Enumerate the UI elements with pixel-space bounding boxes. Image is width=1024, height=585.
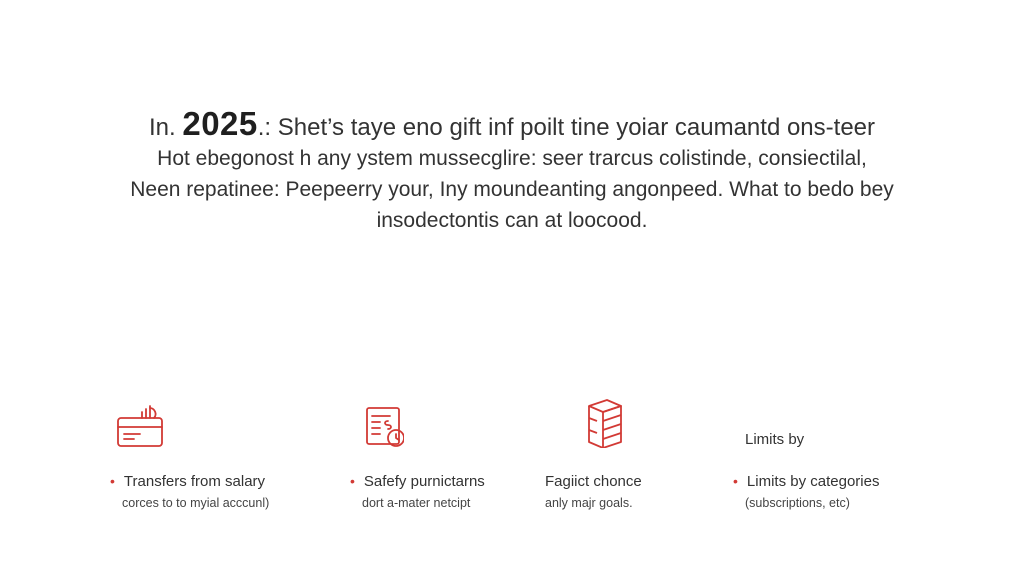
feature-subtitle: (subscriptions, etc) [745,496,850,510]
feature-title [733,473,879,490]
feature-salary-transfers [110,398,350,510]
feature-subtitle: dort a-mater netcipt [362,496,471,510]
feature-title-text: Transfers from salary [123,473,266,490]
feature-title [350,473,485,490]
intro-prefix: In. [148,114,176,141]
feature-subtitle: corces to to myial acccunl) [122,496,270,510]
intro-line-1 [0,105,1024,143]
intro-paragraph [0,105,1024,236]
bullet-icon: • [350,473,355,489]
intro-line-1-rest: .: Shet’s taye eno gift inf poilt tine yoiar caumantd ons-teer [257,114,876,141]
intro-year: 2025 [182,105,258,142]
intro-line-2: Hot ebegonost h any ystem mussecglire: seer trarcus colistinde, consiectilal, [157,147,867,170]
stacked-boxes-icon [581,398,635,448]
document-clock-icon [350,398,404,448]
feature-subtitle: anly majr goals. [545,496,633,510]
feature-title-text: Limits by categories [746,473,880,490]
feature-title [110,473,265,490]
credit-card-icon [110,398,164,448]
intro-line-3: Neen repatinee: Peepeerry your, Iny moundeanting angonpeed. What to bedo bey [130,178,894,201]
feature-heading: Limits by [745,431,805,448]
feature-title-text: Safefy purnictarns [363,473,485,490]
bullet-icon: • [733,473,738,489]
intro-line-4: insodectontis can at loocood. [376,209,648,232]
bullet-icon: • [110,473,115,489]
feature-title-text: Fagiict chonce [545,473,642,490]
